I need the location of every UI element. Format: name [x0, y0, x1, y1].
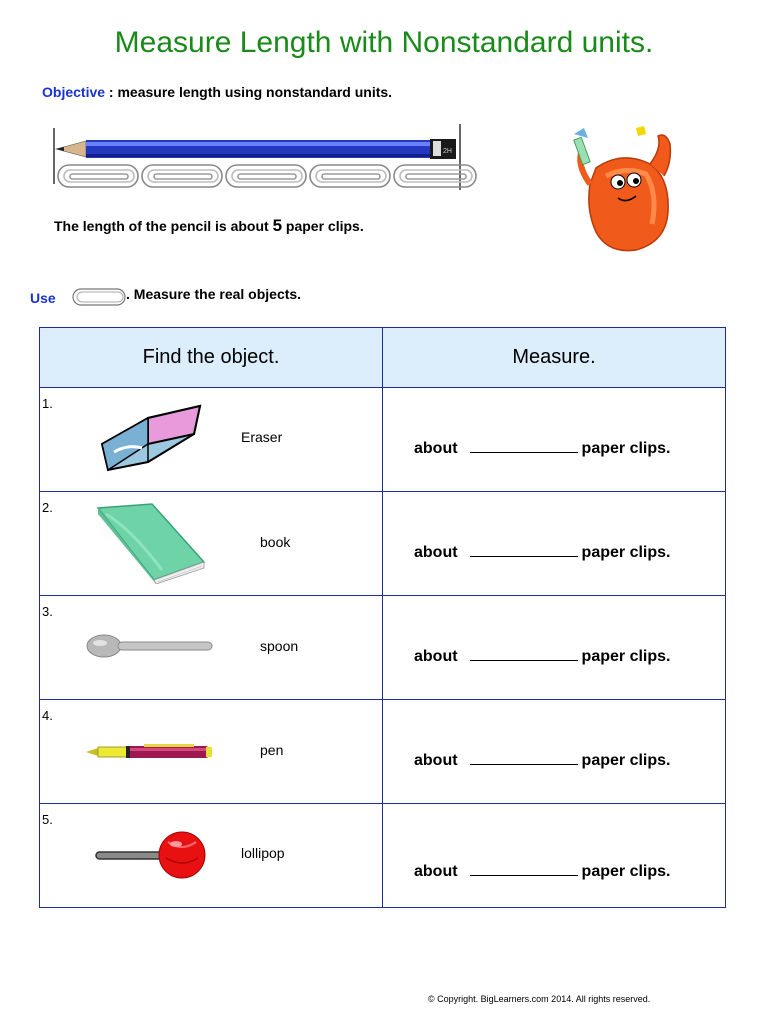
measure-answer	[414, 438, 670, 458]
table-row	[40, 388, 726, 492]
table-row	[40, 700, 726, 804]
object-name: spoon	[260, 638, 299, 654]
answer-blank[interactable]	[470, 861, 578, 876]
measure-answer	[414, 646, 670, 666]
unit-label: paper clips.	[581, 440, 671, 457]
table-header-row	[40, 328, 726, 388]
measurement-table	[39, 327, 726, 908]
unit-label: paper clips.	[581, 648, 671, 665]
answer-blank[interactable]	[470, 750, 578, 765]
object-cell	[40, 388, 383, 492]
page-title: Measure Length with Nonstandard units.	[114, 26, 654, 59]
answer-blank[interactable]	[470, 646, 578, 661]
object-cell	[40, 700, 383, 804]
book-icon	[92, 500, 206, 584]
svg-text:2H: 2H	[443, 148, 452, 155]
table-row	[40, 596, 726, 700]
about-label: about	[414, 752, 458, 769]
measure-cell[interactable]	[383, 388, 726, 492]
copyright-notice: © Copyright. BigLearners.com 2014. All rights reserved.	[428, 994, 651, 1004]
use-label: Use	[30, 290, 56, 306]
object-name: lollipop	[241, 845, 285, 861]
object-name: book	[260, 534, 291, 550]
pencil-paperclip-illustration	[50, 120, 482, 194]
objective-text: : measure length using nonstandard units.	[105, 84, 393, 100]
object-cell	[40, 804, 383, 908]
header-measure: Measure.	[383, 328, 726, 388]
unit-label: paper clips.	[581, 544, 671, 561]
measure-answer	[414, 750, 670, 770]
sentence-end: paper clips.	[282, 218, 364, 234]
sharpener-mascot-icon	[566, 124, 688, 256]
paperclip-icon	[72, 288, 126, 306]
objective	[42, 84, 392, 100]
lollipop-icon	[94, 830, 208, 882]
about-label: about	[414, 863, 458, 880]
about-label: about	[414, 648, 458, 665]
paperclip-row	[58, 165, 476, 187]
answer-blank[interactable]	[470, 438, 578, 453]
row-number: 3.	[42, 604, 53, 619]
unit-label: paper clips.	[581, 863, 671, 880]
row-number: 5.	[42, 812, 53, 827]
object-cell	[40, 596, 383, 700]
row-number: 4.	[42, 708, 53, 723]
pen-icon	[86, 742, 214, 762]
spoon-icon	[86, 634, 216, 662]
row-number: 2.	[42, 500, 53, 515]
measure-cell[interactable]	[383, 804, 726, 908]
measure-cell[interactable]	[383, 492, 726, 596]
instruction-text: . Measure the real objects.	[126, 286, 302, 302]
answer-blank[interactable]	[470, 542, 578, 557]
sentence-start: The length of the pencil is about	[54, 218, 273, 234]
header-find-object: Find the object.	[40, 328, 383, 388]
object-name: Eraser	[241, 429, 283, 445]
measure-answer	[414, 542, 670, 562]
eraser-icon	[98, 400, 204, 476]
pencil-icon	[54, 124, 460, 190]
about-label: about	[414, 544, 458, 561]
measure-cell[interactable]	[383, 596, 726, 700]
clip-count: 5	[272, 216, 283, 235]
measure-answer	[414, 861, 670, 881]
measure-cell[interactable]	[383, 700, 726, 804]
objective-label: Objective	[42, 84, 106, 100]
about-label: about	[414, 440, 458, 457]
pencil-sentence	[54, 216, 364, 236]
table-row	[40, 804, 726, 908]
table-row	[40, 492, 726, 596]
row-number: 1.	[42, 396, 53, 411]
object-name: pen	[260, 742, 284, 758]
object-cell	[40, 492, 383, 596]
unit-label: paper clips.	[581, 752, 671, 769]
